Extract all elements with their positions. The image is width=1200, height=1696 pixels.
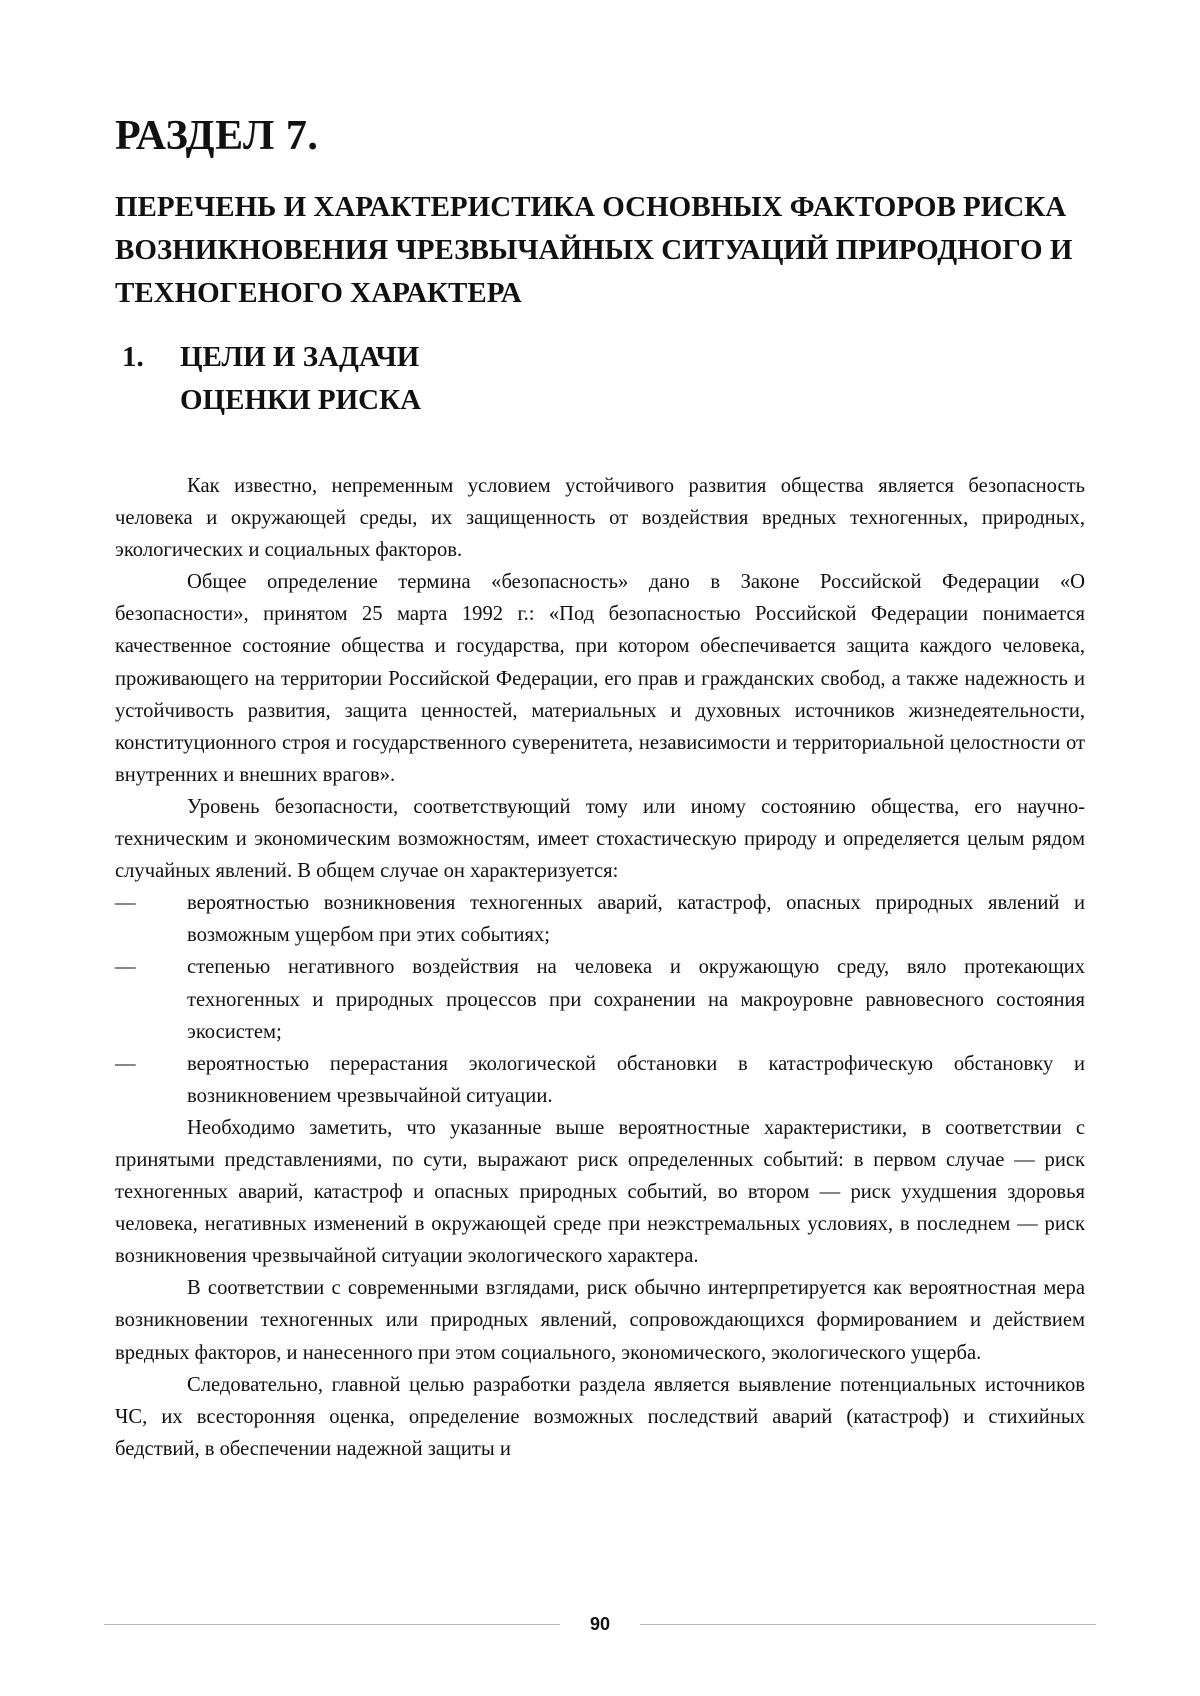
paragraph-3: Уровень безопасности, соответствующий тому или иному состоянию общества, его научно-техническим и экономическим возможностям, имеет стохастическую природу и определяется целым рядом случайных явлений. В общем случае он характеризуется: — [115, 795, 1085, 883]
list-item-text: вероятностью возникновения техногенных аварий, катастроф, опасных природных явлений и возможным ущербом при этих событиях; — [187, 892, 1085, 947]
page-footer — [104, 1612, 1096, 1636]
footer-rule-right — [640, 1624, 1096, 1625]
list-item-text: степенью негативного воздействия на человека и окружающую среду, вяло протекающих техногенных и природных процессов при сохранении на макроуровне равновесного состояния экосистем; — [187, 956, 1085, 1043]
paragraph-1: Как известно, непременным условием устойчивого развития общества является безопасность человека и окружающей среды, их защищенность от воздействия вредных техногенных, природных, экологических и социальных факторов. — [115, 475, 1085, 562]
bullet-list — [115, 887, 1085, 1112]
list-item — [115, 951, 1085, 1047]
subsection-heading — [122, 336, 421, 422]
paragraph-4: Необходимо заметить, что указанные выше вероятностные характеристики, в соответствии с принятыми представлениями, по сути, выражают риск определенных событий: в первом случае — риск техногенных аварий, катастроф и опасных природных событий, во втором — риск ухудшения здоровья человека, негативных изменений в окружающей среде при неэкстремальных условиях, в последнем — риск возникновения чрезвычайной ситуации экологического характера. — [115, 1116, 1085, 1268]
section-subtitle: ПЕРЕЧЕНЬ И ХАРАКТЕРИСТИКА ОСНОВНЫХ ФАКТОРОВ РИСКА ВОЗНИКНОВЕНИЯ ЧРЕЗВЫЧАЙНЫХ СИТУАЦИЙ ПРИРОДНОГО И ТЕХНОГЕНОГО ХАРАКТЕРА — [115, 191, 1073, 309]
footer-rule-left — [104, 1624, 560, 1625]
list-item-text: вероятностью перерастания экологической обстановки в катастрофическую обстановку и возникновением чрезвычайной ситуации. — [187, 1052, 1085, 1107]
list-item — [115, 1048, 1085, 1112]
subsection-title — [180, 336, 421, 422]
subsection-number: 1. — [122, 341, 144, 373]
subsection-title-line-2: ОЦЕНКИ РИСКА — [180, 384, 422, 416]
list-dash: — — [115, 956, 136, 979]
list-dash: — — [115, 892, 136, 915]
subsection-title-line-1: ЦЕЛИ И ЗАДАЧИ — [180, 341, 420, 373]
paragraph-6: Следовательно, главной целью разработки раздела является выявление потенциальных источников ЧС, их всесторонняя оценка, определение возможных последствий аварий (катастроф) и стихийных бедствий, в обеспечении надежной защиты и — [115, 1373, 1085, 1460]
list-item — [115, 887, 1085, 951]
paragraph-2: Общее определение термина «безопасность» дано в Законе Российской Федерации «О безопасности», принятом 25 марта 1992 г.: «Под безопасностью Российской Федерации понимается качественное состояние общества и государства, при котором обеспечивается защита каждого человека, проживающего на территории Российской Федерации, его прав и гражданских свобод, а также надежность и устойчивость развития, защита ценностей, материальных и духовных источников жизнедеятельности, конституционного строя и государственного суверенитета, независимости и территориальной целостности от внутренних и внешних врагов». — [115, 571, 1085, 786]
page-number: 90 — [589, 1613, 611, 1634]
list-dash: — — [115, 1052, 136, 1075]
section-title: РАЗДЕЛ 7. — [115, 113, 319, 159]
body-text — [115, 470, 1085, 1465]
paragraph-5: В соответствии с современными взглядами, риск обычно интерпретируется как вероятностная мера возникновении техногенных или природных явлений, сопровождающихся формированием и действием вредных факторов, и нанесенного при этом социального, экономического, экологического ущерба. — [115, 1277, 1085, 1364]
